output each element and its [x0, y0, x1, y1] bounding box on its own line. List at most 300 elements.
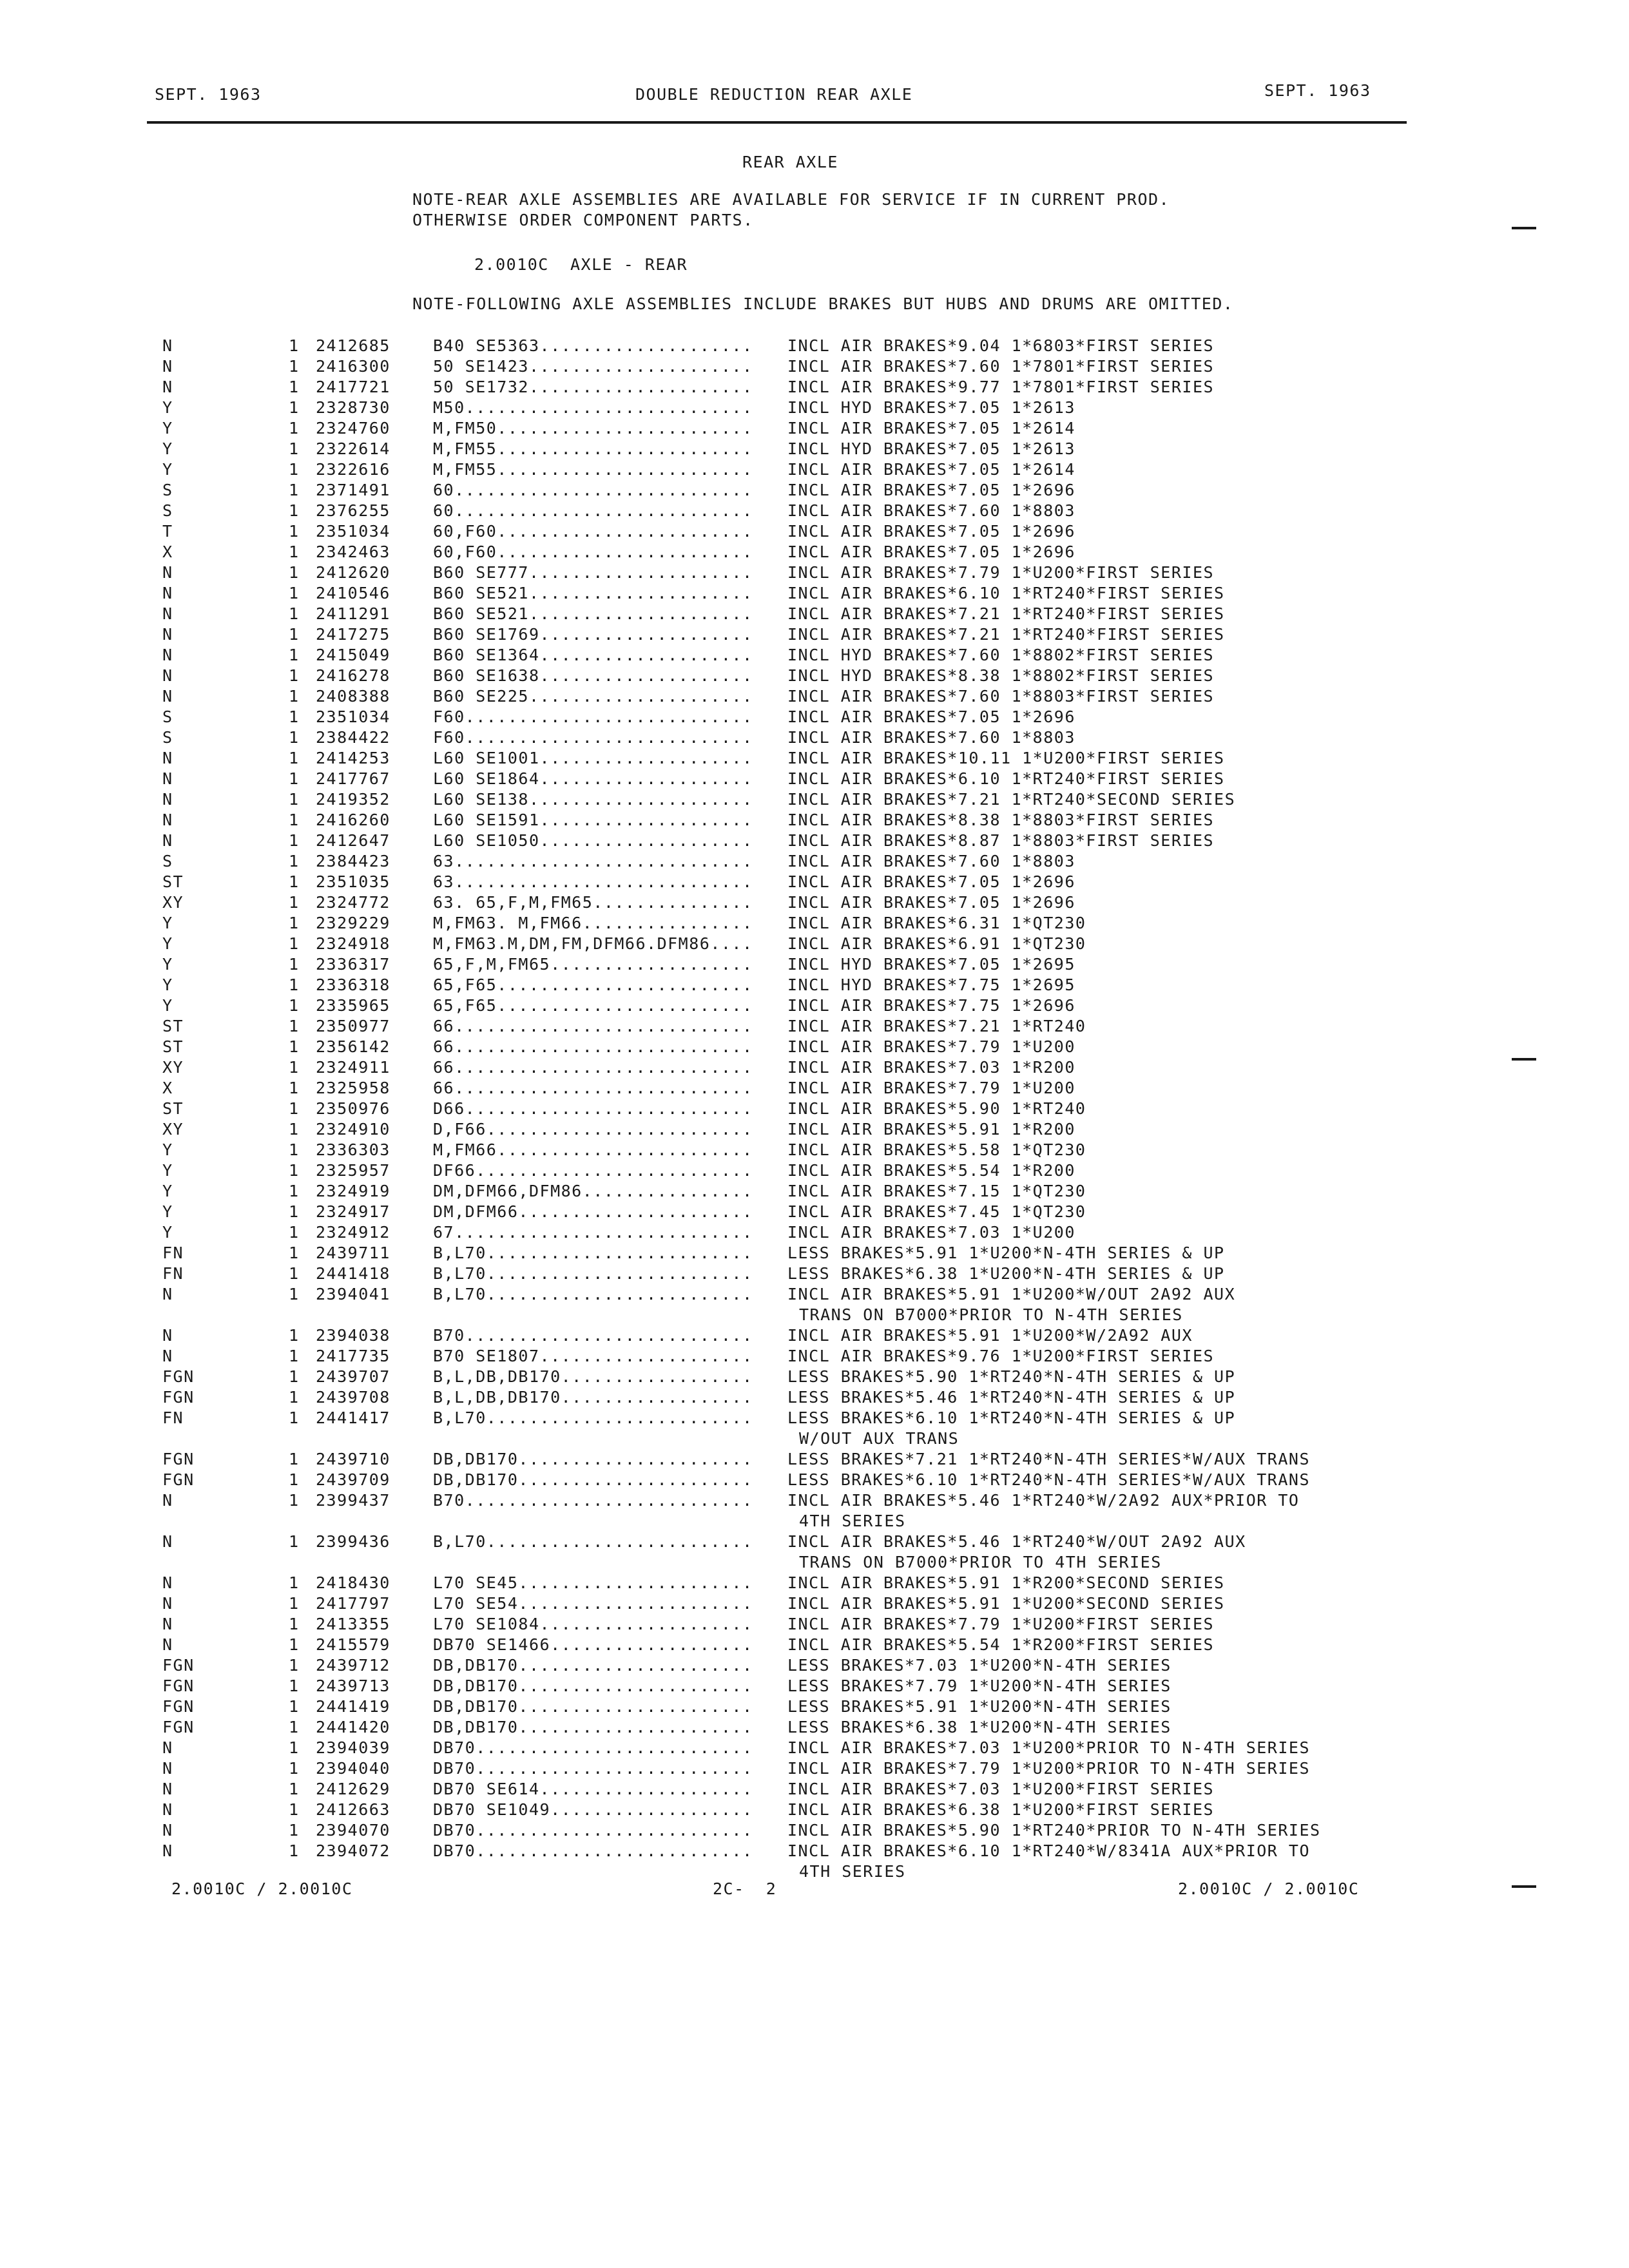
table-row: [0, 1491, 1629, 1512]
row-model-description: 60,F60........................: [433, 522, 753, 541]
row-part-number: 2394070: [316, 1821, 390, 1840]
row-brake-note: INCL HYD BRAKES*7.60 1*8802*FIRST SERIES: [787, 646, 1215, 664]
row-quantity: 1: [289, 1759, 300, 1778]
row-model-description: L70 SE54......................: [433, 1594, 753, 1613]
table-row: [0, 1182, 1629, 1202]
table-row: [0, 1140, 1629, 1161]
row-quantity: 1: [289, 811, 300, 829]
row-quantity: 1: [289, 1099, 300, 1118]
row-quantity: 1: [289, 1677, 300, 1695]
footer-right: 2.0010C / 2.0010C: [1178, 1879, 1360, 1898]
row-quantity: 1: [289, 398, 300, 417]
row-brake-note: INCL AIR BRAKES*7.79 1*U200: [787, 1037, 1075, 1056]
row-part-number: 2399437: [316, 1491, 390, 1510]
table-row: [0, 1079, 1629, 1099]
table-row: [0, 790, 1629, 811]
row-part-number: 2356142: [316, 1037, 390, 1056]
row-source-code: ST: [162, 1099, 184, 1118]
row-model-description: 50 SE1732.....................: [433, 378, 753, 396]
row-part-number: 2394072: [316, 1841, 390, 1860]
row-part-number: 2399436: [316, 1532, 390, 1551]
row-source-code: FGN: [162, 1470, 195, 1489]
table-row: [0, 584, 1629, 604]
table-row: [0, 625, 1629, 646]
row-brake-note: INCL HYD BRAKES*7.05 1*2613: [787, 439, 1075, 458]
row-model-description: DB,DB170......................: [433, 1697, 753, 1716]
row-source-code: N: [162, 749, 173, 767]
row-quantity: 1: [289, 934, 300, 953]
row-brake-note: INCL AIR BRAKES*7.05 1*2696: [787, 707, 1075, 726]
row-brake-note: INCL AIR BRAKES*5.91 1*R200: [787, 1120, 1075, 1139]
row-source-code: S: [162, 852, 173, 870]
table-row: [0, 769, 1629, 790]
row-source-code: N: [162, 1491, 173, 1510]
table-row: [0, 852, 1629, 872]
table-row: [0, 893, 1629, 914]
row-brake-note: INCL AIR BRAKES*7.45 1*QT230: [787, 1202, 1086, 1221]
table-row: [0, 1780, 1629, 1800]
row-brake-note: INCL AIR BRAKES*5.90 1*RT240: [787, 1099, 1086, 1118]
header-title: DOUBLE REDUCTION REAR AXLE: [635, 85, 913, 104]
row-source-code: XY: [162, 1120, 184, 1139]
row-source-code: N: [162, 1738, 173, 1757]
row-part-number: 2415049: [316, 646, 390, 664]
table-row: [0, 1615, 1629, 1635]
row-quantity: 1: [289, 707, 300, 726]
row-quantity: 1: [289, 378, 300, 396]
row-quantity: 1: [289, 1120, 300, 1139]
row-part-number: 2412685: [316, 336, 390, 355]
row-source-code: N: [162, 646, 173, 664]
row-brake-note: INCL AIR BRAKES*5.46 1*RT240*W/2A92 AUX*PRIOR TO: [787, 1491, 1300, 1510]
row-quantity: 1: [289, 1656, 300, 1675]
row-part-number: 2439711: [316, 1244, 390, 1262]
row-source-code: N: [162, 1780, 173, 1798]
row-note-continuation: W/OUT AUX TRANS: [799, 1429, 959, 1448]
table-row: [0, 1821, 1629, 1841]
row-quantity: 1: [289, 543, 300, 561]
row-source-code: Y: [162, 1140, 173, 1159]
row-model-description: DB70..........................: [433, 1841, 753, 1860]
row-quantity: 1: [289, 1264, 300, 1283]
row-quantity: 1: [289, 1800, 300, 1819]
row-part-number: 2417767: [316, 769, 390, 788]
row-brake-note: LESS BRAKES*5.90 1*RT240*N-4TH SERIES & UP: [787, 1367, 1236, 1386]
row-model-description: DF66..........................: [433, 1161, 753, 1180]
row-model-description: B,L70.........................: [433, 1285, 753, 1303]
row-quantity: 1: [289, 893, 300, 912]
row-quantity: 1: [289, 1594, 300, 1613]
row-brake-note: INCL AIR BRAKES*7.79 1*U200: [787, 1079, 1075, 1097]
table-row: [0, 955, 1629, 975]
row-model-description: DM,DFM66......................: [433, 1202, 753, 1221]
row-part-number: 2412647: [316, 831, 390, 850]
row-model-description: 66............................: [433, 1037, 753, 1056]
row-quantity: 1: [289, 1347, 300, 1365]
row-source-code: N: [162, 831, 173, 850]
table-row: [0, 1202, 1629, 1223]
row-brake-note: INCL AIR BRAKES*5.46 1*RT240*W/OUT 2A92 AUX: [787, 1532, 1246, 1551]
row-brake-note: LESS BRAKES*7.21 1*RT240*N-4TH SERIES*W/AUX TRANS: [787, 1450, 1311, 1468]
table-row: [0, 996, 1629, 1017]
row-brake-note: INCL AIR BRAKES*6.10 1*RT240*FIRST SERIES: [787, 769, 1225, 788]
row-brake-note: LESS BRAKES*7.79 1*U200*N-4TH SERIES: [787, 1677, 1171, 1695]
row-source-code: Y: [162, 398, 173, 417]
table-row: [0, 1656, 1629, 1677]
row-quantity: 1: [289, 1017, 300, 1035]
row-brake-note: LESS BRAKES*6.38 1*U200*N-4TH SERIES & UP: [787, 1264, 1225, 1283]
row-part-number: 2351034: [316, 522, 390, 541]
row-quantity: 1: [289, 625, 300, 644]
table-row: [0, 1408, 1629, 1429]
row-source-code: ST: [162, 1037, 184, 1056]
row-source-code: FGN: [162, 1656, 195, 1675]
table-row: [0, 1738, 1629, 1759]
row-part-number: 2418430: [316, 1573, 390, 1592]
row-quantity: 1: [289, 1326, 300, 1345]
row-part-number: 2419352: [316, 790, 390, 809]
row-quantity: 1: [289, 604, 300, 623]
row-brake-note: INCL AIR BRAKES*7.79 1*U200*FIRST SERIES: [787, 1615, 1215, 1633]
row-source-code: N: [162, 1821, 173, 1840]
row-part-number: 2336317: [316, 955, 390, 974]
row-part-number: 2324912: [316, 1223, 390, 1242]
row-model-description: M50...........................: [433, 398, 753, 417]
row-quantity: 1: [289, 687, 300, 706]
row-model-description: B60 SE1638....................: [433, 666, 753, 685]
row-part-number: 2417721: [316, 378, 390, 396]
row-part-number: 2417275: [316, 625, 390, 644]
row-source-code: N: [162, 1800, 173, 1819]
row-source-code: S: [162, 481, 173, 499]
row-brake-note: INCL AIR BRAKES*9.76 1*U200*FIRST SERIES: [787, 1347, 1215, 1365]
row-quantity: 1: [289, 666, 300, 685]
row-model-description: DB70 SE1466...................: [433, 1635, 753, 1654]
row-source-code: FGN: [162, 1367, 195, 1386]
row-quantity: 1: [289, 1821, 300, 1840]
table-row: [0, 811, 1629, 831]
row-source-code: N: [162, 1635, 173, 1654]
row-source-code: N: [162, 1532, 173, 1551]
row-part-number: 2324917: [316, 1202, 390, 1221]
row-model-description: B,L70.........................: [433, 1408, 753, 1427]
row-brake-note: INCL AIR BRAKES*7.79 1*U200*FIRST SERIES: [787, 563, 1215, 582]
header-right-date: SEPT. 1963: [1264, 81, 1371, 100]
row-model-description: DB70 SE614....................: [433, 1780, 753, 1798]
row-part-number: 2441418: [316, 1264, 390, 1283]
row-part-number: 2350976: [316, 1099, 390, 1118]
row-source-code: N: [162, 687, 173, 706]
row-model-description: B60 SE777.....................: [433, 563, 753, 582]
row-brake-note: INCL AIR BRAKES*9.04 1*6803*FIRST SERIES: [787, 336, 1215, 355]
row-part-number: 2324772: [316, 893, 390, 912]
table-row: [0, 1244, 1629, 1264]
row-source-code: Y: [162, 419, 173, 437]
row-quantity: 1: [289, 955, 300, 974]
row-part-number: 2414253: [316, 749, 390, 767]
margin-mark: [1512, 227, 1536, 229]
row-source-code: Y: [162, 955, 173, 974]
row-quantity: 1: [289, 1738, 300, 1757]
row-part-number: 2328730: [316, 398, 390, 417]
row-part-number: 2371491: [316, 481, 390, 499]
row-source-code: Y: [162, 1223, 173, 1242]
row-quantity: 1: [289, 419, 300, 437]
row-quantity: 1: [289, 1532, 300, 1551]
row-brake-note: LESS BRAKES*6.10 1*RT240*N-4TH SERIES & UP: [787, 1408, 1236, 1427]
row-brake-note: INCL AIR BRAKES*6.10 1*RT240*W/8341A AUX*PRIOR TO: [787, 1841, 1311, 1860]
row-source-code: N: [162, 604, 173, 623]
row-source-code: FGN: [162, 1718, 195, 1736]
row-model-description: M,FM55........................: [433, 460, 753, 479]
row-model-description: DB,DB170......................: [433, 1718, 753, 1736]
row-model-description: 63............................: [433, 852, 753, 870]
table-row: [0, 1450, 1629, 1470]
row-part-number: 2417735: [316, 1347, 390, 1365]
table-row: [0, 872, 1629, 893]
row-brake-note: INCL AIR BRAKES*5.54 1*R200*FIRST SERIES: [787, 1635, 1215, 1654]
row-source-code: FGN: [162, 1450, 195, 1468]
row-part-number: 2416260: [316, 811, 390, 829]
row-quantity: 1: [289, 1285, 300, 1303]
row-part-number: 2394041: [316, 1285, 390, 1303]
row-source-code: N: [162, 563, 173, 582]
row-model-description: M,FM63. M,FM66................: [433, 914, 753, 932]
header-left-date: SEPT. 1963: [155, 85, 262, 104]
row-model-description: 63. 65,F,M,FM65...............: [433, 893, 753, 912]
row-source-code: FN: [162, 1264, 184, 1283]
row-quantity: 1: [289, 584, 300, 602]
row-part-number: 2384423: [316, 852, 390, 870]
row-quantity: 1: [289, 1140, 300, 1159]
row-model-description: 60............................: [433, 481, 753, 499]
row-model-description: M,FM50........................: [433, 419, 753, 437]
row-brake-note: INCL AIR BRAKES*5.91 1*U200*W/OUT 2A92 AUX: [787, 1285, 1236, 1303]
row-quantity: 1: [289, 1470, 300, 1489]
table-row: [0, 1759, 1629, 1780]
row-source-code: X: [162, 543, 173, 561]
row-part-number: 2439710: [316, 1450, 390, 1468]
table-row: [0, 522, 1629, 543]
row-part-number: 2439709: [316, 1470, 390, 1489]
table-row: [0, 1635, 1629, 1656]
row-quantity: 1: [289, 1202, 300, 1221]
row-brake-note: INCL AIR BRAKES*5.91 1*R200*SECOND SERIES: [787, 1573, 1225, 1592]
row-part-number: 2324910: [316, 1120, 390, 1139]
row-brake-note: INCL AIR BRAKES*6.91 1*QT230: [787, 934, 1086, 953]
row-model-description: F60...........................: [433, 728, 753, 747]
table-row: [0, 1058, 1629, 1079]
row-quantity: 1: [289, 1615, 300, 1633]
row-brake-note: LESS BRAKES*5.91 1*U200*N-4TH SERIES & UP: [787, 1244, 1225, 1262]
row-part-number: 2410546: [316, 584, 390, 602]
row-part-number: 2351035: [316, 872, 390, 891]
table-row: [0, 914, 1629, 934]
row-quantity: 1: [289, 728, 300, 747]
row-model-description: DB,DB170......................: [433, 1677, 753, 1695]
row-brake-note: INCL HYD BRAKES*7.05 1*2695: [787, 955, 1075, 974]
row-part-number: 2325958: [316, 1079, 390, 1097]
row-brake-note: INCL AIR BRAKES*7.60 1*8803: [787, 501, 1075, 520]
row-part-number: 2322616: [316, 460, 390, 479]
row-quantity: 1: [289, 1450, 300, 1468]
row-brake-note: INCL AIR BRAKES*7.05 1*2696: [787, 543, 1075, 561]
row-brake-note: INCL AIR BRAKES*7.60 1*8803*FIRST SERIES: [787, 687, 1215, 706]
row-model-description: B60 SE521.....................: [433, 584, 753, 602]
row-model-description: L60 SE138.....................: [433, 790, 753, 809]
row-brake-note: INCL AIR BRAKES*7.21 1*RT240*FIRST SERIES: [787, 625, 1225, 644]
row-model-description: DB,DB170......................: [433, 1470, 753, 1489]
row-source-code: FN: [162, 1244, 184, 1262]
row-quantity: 1: [289, 522, 300, 541]
table-row: [0, 460, 1629, 481]
row-brake-note: INCL AIR BRAKES*6.10 1*RT240*FIRST SERIES: [787, 584, 1225, 602]
table-row: [0, 1264, 1629, 1285]
row-model-description: B60 SE1364....................: [433, 646, 753, 664]
group-heading: 2.0010C AXLE - REAR: [474, 255, 688, 274]
row-model-description: L60 SE1050....................: [433, 831, 753, 850]
row-part-number: 2342463: [316, 543, 390, 561]
row-source-code: N: [162, 1573, 173, 1592]
row-quantity: 1: [289, 1491, 300, 1510]
row-model-description: L60 SE1591....................: [433, 811, 753, 829]
table-row: [0, 687, 1629, 707]
row-brake-note: INCL HYD BRAKES*7.75 1*2695: [787, 975, 1075, 994]
row-brake-note: INCL AIR BRAKES*5.91 1*U200*W/2A92 AUX: [787, 1326, 1193, 1345]
row-quantity: 1: [289, 1037, 300, 1056]
table-row: [0, 1223, 1629, 1244]
table-row: [0, 439, 1629, 460]
row-model-description: B70...........................: [433, 1326, 753, 1345]
footer-left: 2.0010C / 2.0010C: [171, 1879, 353, 1898]
row-model-description: 66............................: [433, 1079, 753, 1097]
row-model-description: D66...........................: [433, 1099, 753, 1118]
row-brake-note: INCL AIR BRAKES*7.03 1*U200*PRIOR TO N-4TH SERIES: [787, 1738, 1311, 1757]
row-brake-note: INCL AIR BRAKES*7.60 1*7801*FIRST SERIES: [787, 357, 1215, 376]
table-row: [0, 1347, 1629, 1367]
row-part-number: 2324919: [316, 1182, 390, 1200]
row-model-description: B60 SE521.....................: [433, 604, 753, 623]
row-brake-note: INCL AIR BRAKES*10.11 1*U200*FIRST SERIES: [787, 749, 1225, 767]
row-source-code: Y: [162, 914, 173, 932]
row-model-description: D,F66.........................: [433, 1120, 753, 1139]
row-part-number: 2325957: [316, 1161, 390, 1180]
row-source-code: N: [162, 1594, 173, 1613]
note-assemblies: NOTE-FOLLOWING AXLE ASSEMBLIES INCLUDE BRAKES BUT HUBS AND DRUMS ARE OMITTED.: [412, 294, 1234, 313]
row-part-number: 2394040: [316, 1759, 390, 1778]
table-row: [0, 1841, 1629, 1862]
row-part-number: 2336303: [316, 1140, 390, 1159]
table-row: [0, 1037, 1629, 1058]
row-model-description: L60 SE1001....................: [433, 749, 753, 767]
row-source-code: FGN: [162, 1388, 195, 1407]
row-quantity: 1: [289, 460, 300, 479]
row-brake-note: INCL AIR BRAKES*7.21 1*RT240: [787, 1017, 1086, 1035]
row-part-number: 2439713: [316, 1677, 390, 1695]
row-model-description: B70...........................: [433, 1491, 753, 1510]
table-row: [0, 749, 1629, 769]
row-quantity: 1: [289, 1182, 300, 1200]
table-row: [0, 1161, 1629, 1182]
row-quantity: 1: [289, 1408, 300, 1427]
table-row: [0, 419, 1629, 439]
row-brake-note: INCL AIR BRAKES*7.05 1*2696: [787, 522, 1075, 541]
row-brake-note: INCL AIR BRAKES*9.77 1*7801*FIRST SERIES: [787, 378, 1215, 396]
row-quantity: 1: [289, 852, 300, 870]
row-model-description: 60............................: [433, 501, 753, 520]
row-part-number: 2394038: [316, 1326, 390, 1345]
row-brake-note: INCL AIR BRAKES*7.03 1*R200: [787, 1058, 1075, 1077]
row-source-code: ST: [162, 1017, 184, 1035]
row-part-number: 2413355: [316, 1615, 390, 1633]
row-source-code: XY: [162, 893, 184, 912]
row-quantity: 1: [289, 646, 300, 664]
row-source-code: N: [162, 1326, 173, 1345]
row-part-number: 2384422: [316, 728, 390, 747]
row-model-description: L70 SE1084....................: [433, 1615, 753, 1633]
row-part-number: 2324911: [316, 1058, 390, 1077]
row-model-description: M,FM55........................: [433, 439, 753, 458]
row-model-description: B,L,DB,DB170..................: [433, 1367, 753, 1386]
row-model-description: M,FM66........................: [433, 1140, 753, 1159]
table-row: [0, 1532, 1629, 1553]
row-source-code: Y: [162, 439, 173, 458]
row-quantity: 1: [289, 914, 300, 932]
row-source-code: T: [162, 522, 173, 541]
row-model-description: 67............................: [433, 1223, 753, 1242]
table-row: [0, 666, 1629, 687]
row-brake-note: LESS BRAKES*7.03 1*U200*N-4TH SERIES: [787, 1656, 1171, 1675]
row-source-code: Y: [162, 1202, 173, 1221]
row-quantity: 1: [289, 975, 300, 994]
row-part-number: 2336318: [316, 975, 390, 994]
row-model-description: 60,F60........................: [433, 543, 753, 561]
row-source-code: N: [162, 790, 173, 809]
table-row: [0, 378, 1629, 398]
row-brake-note: INCL AIR BRAKES*7.21 1*RT240*FIRST SERIES: [787, 604, 1225, 623]
table-row: [0, 336, 1629, 357]
table-row: [0, 481, 1629, 501]
table-row: [0, 1120, 1629, 1140]
row-quantity: 1: [289, 1367, 300, 1386]
row-quantity: 1: [289, 1718, 300, 1736]
table-row: [0, 728, 1629, 749]
row-source-code: N: [162, 625, 173, 644]
row-part-number: 2412620: [316, 563, 390, 582]
row-source-code: N: [162, 666, 173, 685]
table-row: [0, 707, 1629, 728]
row-brake-note: INCL AIR BRAKES*5.90 1*RT240*PRIOR TO N-4TH SERIES: [787, 1821, 1321, 1840]
row-model-description: 66............................: [433, 1058, 753, 1077]
row-brake-note: LESS BRAKES*5.91 1*U200*N-4TH SERIES: [787, 1697, 1171, 1716]
row-quantity: 1: [289, 357, 300, 376]
row-part-number: 2441417: [316, 1408, 390, 1427]
table-row: [0, 1800, 1629, 1821]
table-row: [0, 1718, 1629, 1738]
table-row: [0, 501, 1629, 522]
margin-mark: [1512, 1885, 1536, 1888]
table-row: [0, 357, 1629, 378]
table-row: [0, 1017, 1629, 1037]
row-model-description: DB70 SE1049...................: [433, 1800, 753, 1819]
row-part-number: 2412663: [316, 1800, 390, 1819]
table-row: [0, 831, 1629, 852]
row-brake-note: INCL AIR BRAKES*7.05 1*2696: [787, 481, 1075, 499]
row-model-description: B60 SE225.....................: [433, 687, 753, 706]
table-row: [0, 1677, 1629, 1697]
row-quantity: 1: [289, 872, 300, 891]
row-quantity: 1: [289, 790, 300, 809]
